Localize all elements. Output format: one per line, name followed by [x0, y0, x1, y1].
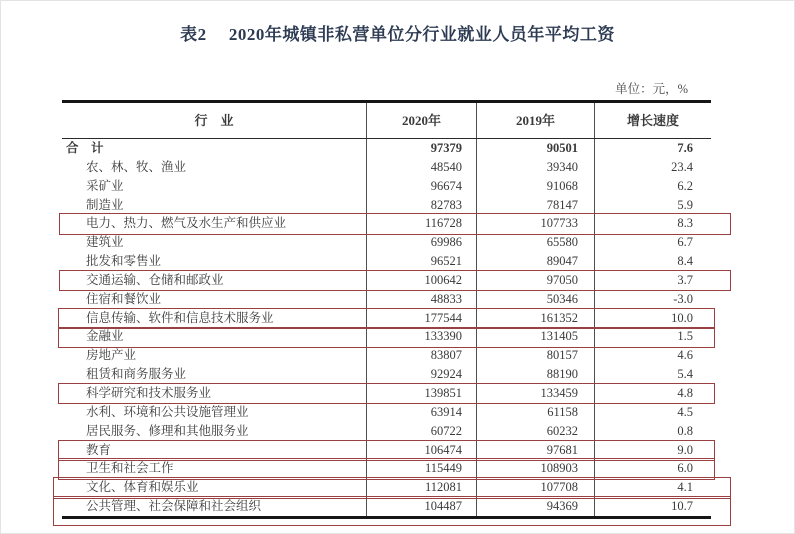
value-2020-cell: 63914 — [366, 403, 476, 422]
growth-cell: 0.8 — [594, 422, 711, 441]
industry-cell: 采矿业 — [86, 178, 124, 193]
value-2020-cell: 96521 — [366, 252, 476, 271]
industry-cell: 教育 — [86, 442, 112, 457]
growth-cell: 8.4 — [594, 252, 711, 271]
value-2019-cell: 80157 — [476, 346, 594, 365]
industry-cell: 信息传输、软件和信息技术服务业 — [86, 310, 274, 325]
value-2020-cell: 106474 — [366, 441, 476, 460]
value-2019-cell: 107733 — [476, 214, 594, 233]
industry-cell: 农、林、牧、渔业 — [86, 159, 187, 174]
value-2020-cell: 82783 — [366, 196, 476, 215]
industry-cell: 制造业 — [86, 197, 124, 212]
value-2019-cell: 61158 — [476, 403, 594, 422]
industry-cell: 公共管理、社会保障和社会组织 — [86, 499, 262, 514]
table-row — [62, 497, 711, 516]
value-2019-cell: 133459 — [476, 384, 594, 403]
industry-cell: 居民服务、修理和其他服务业 — [86, 423, 249, 438]
table-row — [62, 422, 711, 441]
table-row — [62, 214, 711, 233]
value-2020-cell: 116728 — [366, 214, 476, 233]
table-row — [62, 158, 711, 177]
industry-cell: 建筑业 — [86, 235, 124, 250]
growth-cell: 4.8 — [594, 384, 711, 403]
industry-cell: 合 计 — [66, 141, 104, 155]
value-2020-cell: 96674 — [366, 177, 476, 196]
value-2020-cell: 177544 — [366, 309, 476, 328]
industry-cell: 住宿和餐饮业 — [86, 291, 162, 306]
value-2020-cell: 48833 — [366, 290, 476, 309]
growth-cell: 5.9 — [594, 196, 711, 215]
table-row — [62, 309, 711, 328]
value-2020-cell: 112081 — [366, 478, 476, 497]
table-body — [62, 139, 711, 519]
column-header: 2019年 — [476, 103, 594, 138]
table-row — [62, 271, 711, 290]
value-2019-cell: 60232 — [476, 422, 594, 441]
growth-cell: 3.7 — [594, 271, 711, 290]
value-2019-cell: 107708 — [476, 478, 594, 497]
growth-cell: 6.7 — [594, 233, 711, 252]
growth-cell: 23.4 — [594, 158, 711, 177]
value-2019-cell: 108903 — [476, 459, 594, 478]
table-header-row — [62, 100, 711, 139]
growth-cell: 10.7 — [594, 497, 711, 516]
unit-label: 单位：元，% — [615, 82, 688, 96]
industry-cell: 水利、环境和公共设施管理业 — [86, 404, 249, 419]
value-2020-cell: 133390 — [366, 327, 476, 346]
table-row — [62, 365, 711, 384]
growth-cell: 8.3 — [594, 214, 711, 233]
value-2020-cell: 83807 — [366, 346, 476, 365]
table-row — [62, 177, 711, 196]
value-2019-cell: 90501 — [476, 139, 594, 158]
table-row — [62, 327, 711, 346]
growth-cell: 10.0 — [594, 309, 711, 328]
value-2020-cell: 104487 — [366, 497, 476, 516]
industry-cell: 卫生和社会工作 — [86, 461, 174, 476]
growth-cell: 4.6 — [594, 346, 711, 365]
industry-cell: 科学研究和技术服务业 — [86, 385, 212, 400]
table-row — [62, 441, 711, 460]
value-2020-cell: 100642 — [366, 271, 476, 290]
value-2020-cell: 92924 — [366, 365, 476, 384]
value-2019-cell: 97681 — [476, 441, 594, 460]
table-row — [62, 139, 711, 158]
value-2020-cell: 60722 — [366, 422, 476, 441]
table-row — [62, 478, 711, 497]
industry-cell: 房地产业 — [86, 348, 137, 363]
growth-cell: 1.5 — [594, 327, 711, 346]
growth-cell: 6.0 — [594, 459, 711, 478]
growth-cell: 5.4 — [594, 365, 711, 384]
value-2019-cell: 65580 — [476, 233, 594, 252]
industry-cell: 租赁和商务服务业 — [86, 367, 187, 382]
growth-cell: -3.0 — [594, 290, 711, 309]
growth-cell: 4.1 — [594, 478, 711, 497]
value-2019-cell: 89047 — [476, 252, 594, 271]
industry-cell: 交通运输、仓储和邮政业 — [86, 272, 224, 287]
column-header: 行 业 — [194, 113, 234, 128]
table-row — [62, 233, 711, 252]
value-2019-cell: 39340 — [476, 158, 594, 177]
growth-cell: 7.6 — [594, 139, 711, 158]
growth-cell: 4.5 — [594, 403, 711, 422]
growth-cell: 9.0 — [594, 441, 711, 460]
value-2020-cell: 139851 — [366, 384, 476, 403]
column-header: 增长速度 — [594, 103, 711, 138]
table-row — [62, 384, 711, 403]
value-2019-cell: 94369 — [476, 497, 594, 516]
value-2019-cell: 97050 — [476, 271, 594, 290]
industry-cell: 文化、体育和娱乐业 — [86, 480, 199, 495]
value-2019-cell: 131405 — [476, 327, 594, 346]
table-row — [62, 252, 711, 271]
industry-cell: 电力、热力、燃气及水生产和供应业 — [86, 216, 287, 231]
table-row — [62, 403, 711, 422]
table-row — [62, 459, 711, 478]
industry-cell: 金融业 — [86, 329, 124, 344]
value-2019-cell: 78147 — [476, 196, 594, 215]
growth-cell: 6.2 — [594, 177, 711, 196]
value-2019-cell: 91068 — [476, 177, 594, 196]
table-row — [62, 346, 711, 365]
wage-table — [62, 100, 711, 519]
value-2020-cell: 115449 — [366, 459, 476, 478]
table-row — [62, 290, 711, 309]
table-row — [62, 196, 711, 215]
industry-cell: 批发和零售业 — [86, 254, 162, 269]
value-2020-cell: 69986 — [366, 233, 476, 252]
value-2019-cell: 88190 — [476, 365, 594, 384]
value-2020-cell: 97379 — [366, 139, 476, 158]
value-2019-cell: 161352 — [476, 309, 594, 328]
value-2020-cell: 48540 — [366, 158, 476, 177]
value-2019-cell: 50346 — [476, 290, 594, 309]
column-header: 2020年 — [366, 103, 476, 138]
table-title: 表2 2020年城镇非私营单位分行业就业人员年平均工资 — [180, 25, 615, 44]
